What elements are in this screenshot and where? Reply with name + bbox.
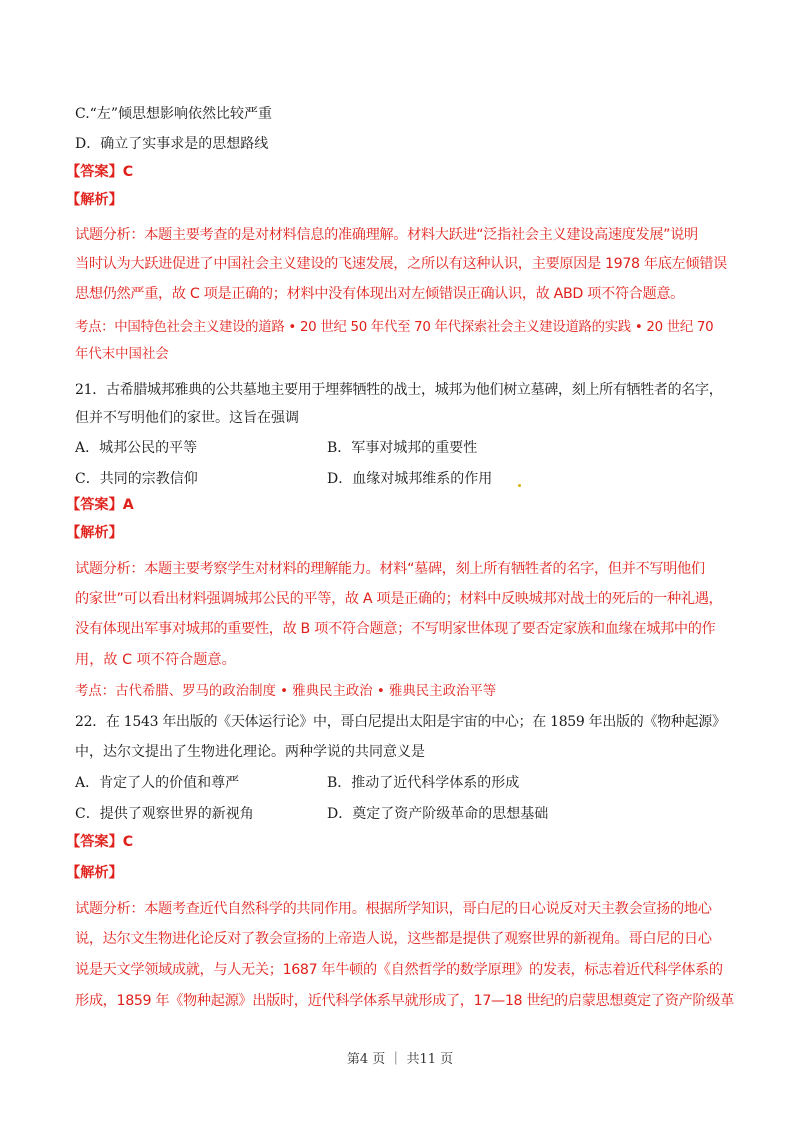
q21-kaodian-line: 考点：古代希腊、罗马的政治制度 • 雅典民主政治 • 雅典民主政治平等 bbox=[75, 684, 497, 699]
q21-stem-line: 21．古希腊城邦雅典的公共墓地主要用于埋葬牺牲的战士，城邦为他们树立墓碑，刻上所有牺牲者的名字， bbox=[75, 382, 723, 398]
q20-answer: 【答案】C bbox=[66, 164, 134, 180]
q20-analysis-tag: 【解析】 bbox=[66, 192, 123, 208]
q21-analysis-line: 用，故 C 项不符合题意。 bbox=[75, 652, 236, 668]
q21-analysis-tag: 【解析】 bbox=[66, 525, 123, 541]
q20-kaodian-line: 考点：中国特色社会主义建设的道路 • 20 世纪 50 年代至 70 年代探索社会主义建设道路的实践 • 20 世纪 70 bbox=[75, 320, 714, 335]
q22-analysis-tag: 【解析】 bbox=[66, 865, 123, 881]
q21-analysis-line: 的家世”可以看出材料强调城邦公民的平等，故 A 项是正确的；材料中反映城邦对战士的死后的一种礼遇， bbox=[75, 591, 723, 607]
q20-option-d: D．确立了实事求是的思想路线 bbox=[75, 136, 269, 152]
q22-analysis-line: 试题分析：本题考查近代自然科学的共同作用。根据所学知识，哥白尼的日心说反对天主教会宣扬的地心 bbox=[75, 901, 712, 917]
q21-analysis-line: 试题分析：本题主要考察学生对材料的理解能力。材料“墓碑，刻上所有牺牲者的名字，但并不写明他们 bbox=[75, 561, 705, 577]
q20-kaodian-line: 年代末中国社会 bbox=[75, 347, 169, 362]
q22-analysis-line: 说是天文学领域成就，与人无关；1687 年牛顿的《自然哲学的数学原理》的发表，标志着近代科学体系的 bbox=[75, 962, 723, 978]
q21-option-a: A．城邦公民的平等 bbox=[75, 440, 198, 456]
stray-dot bbox=[518, 484, 521, 487]
q21-option-d: D．血缘对城邦维系的作用 bbox=[327, 471, 493, 487]
q22-option-b: B．推动了近代科学体系的形成 bbox=[327, 775, 520, 791]
q22-option-d: D．奠定了资产阶级革命的思想基础 bbox=[327, 806, 549, 822]
q21-answer: 【答案】A bbox=[66, 497, 134, 513]
q22-analysis-line: 说，达尔文生物进化论反对了教会宣扬的上帝造人说，这些都是提供了观察世界的新视角。哥白尼的日心 bbox=[75, 931, 712, 947]
q21-option-c: C．共同的宗教信仰 bbox=[75, 471, 198, 487]
q22-stem-line: 中，达尔文提出了生物进化理论。两种学说的共同意义是 bbox=[75, 744, 425, 760]
q20-option-c: C.“左”倾思想影响依然比较严重 bbox=[75, 106, 272, 122]
q20-analysis-line: 当时认为大跃进促进了中国社会主义建设的飞速发展，之所以有这种认识，主要原因是 1978 年底左倾错误 bbox=[75, 256, 727, 272]
q22-answer: 【答案】C bbox=[66, 834, 134, 850]
q22-option-c: C．提供了观察世界的新视角 bbox=[75, 806, 254, 822]
page-footer: 第4 页 ｜ 共11 页 bbox=[346, 1052, 454, 1067]
q21-stem-line: 但并不写明他们的家世。这旨在强调 bbox=[75, 410, 299, 426]
q20-analysis-line: 试题分析：本题主要考查的是对材料信息的准确理解。材料大跃进“泛指社会主义建设高速度发展”说明 bbox=[75, 227, 698, 243]
q21-option-b: B．军事对城邦的重要性 bbox=[327, 440, 478, 456]
q21-analysis-line: 没有体现出军事对城邦的重要性，故 B 项不符合题意；不写明家世体现了要否定家族和血缘在城邦中的作 bbox=[75, 621, 716, 637]
q22-analysis-line: 形成，1859 年《物种起源》出版时，近代科学体系早就形成了，17—18 世纪的启蒙思想奠定了资产阶级革 bbox=[75, 993, 734, 1009]
q20-analysis-line: 思想仍然严重，故 C 项是正确的；材料中没有体现出对左倾错误正确认识，故 ABD 项不符合题意。 bbox=[75, 286, 685, 302]
q22-option-a: A．肯定了人的价值和尊严 bbox=[75, 775, 240, 791]
q22-stem-line: 22．在 1543 年出版的《天体运行论》中，哥白尼提出太阳是宇宙的中心；在 1859 年出版的《物种起源》 bbox=[75, 714, 726, 730]
